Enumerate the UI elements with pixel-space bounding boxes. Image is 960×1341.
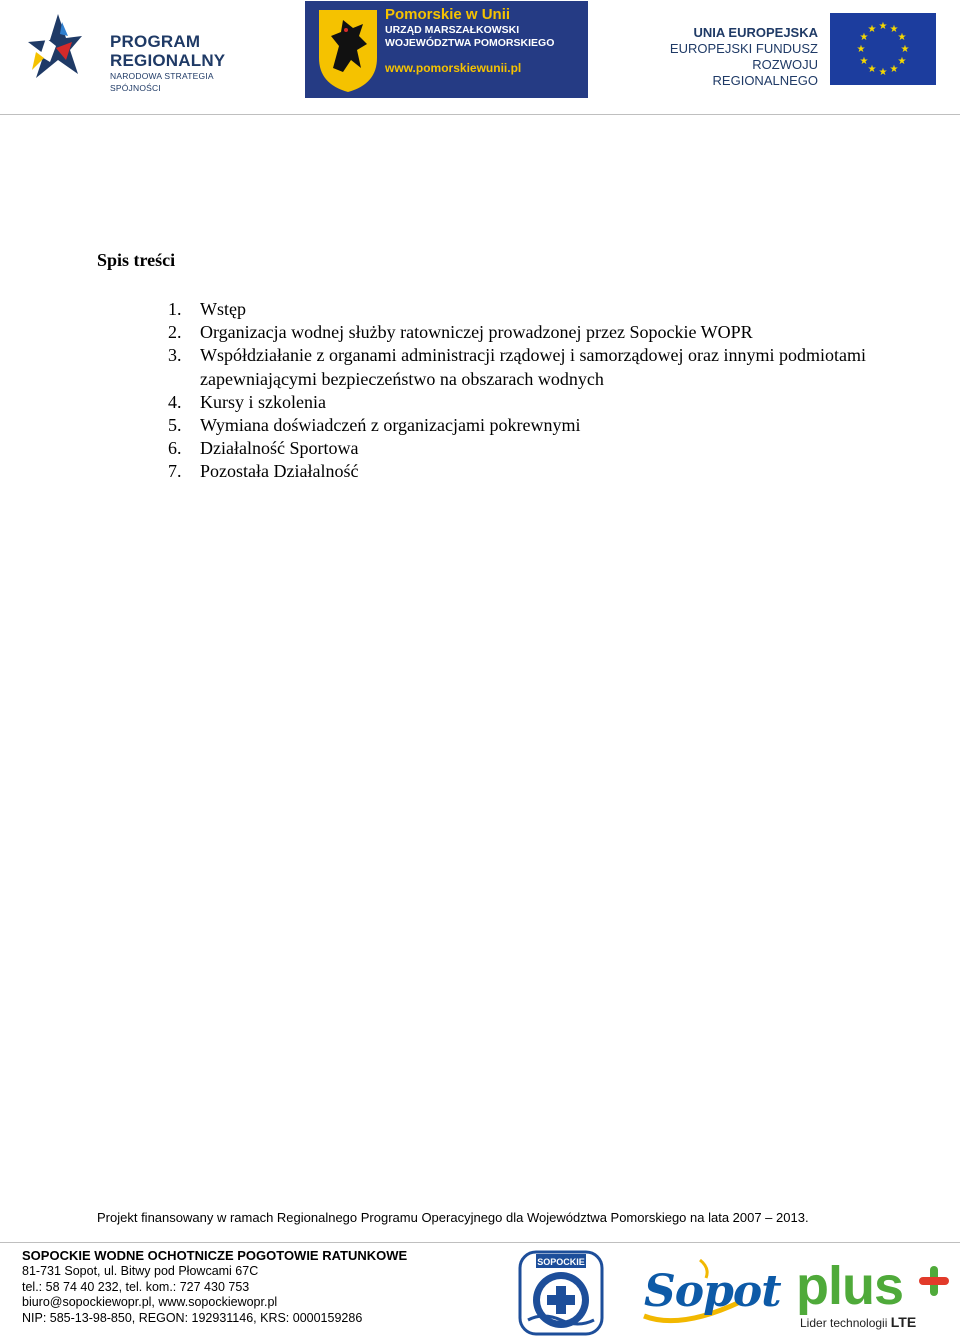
svg-text:★: ★ [859, 56, 869, 67]
plus-tagline [800, 1314, 916, 1330]
svg-text:★: ★ [897, 32, 907, 43]
svg-text:★: ★ [878, 21, 888, 32]
toc-item-text: Organizacja wodnej służby ratowniczej prowadzonej przez Sopockie WOPR [200, 322, 753, 343]
program-regionalny-line2: REGIONALNY [110, 51, 226, 70]
toc-item [168, 414, 868, 437]
plus-sign-icon [914, 1264, 954, 1298]
funding-note: Projekt finansowany w ramach Regionalnego Programu Operacyjnego dla Województwa Pomorskiego na lata 2007 – 2013. [97, 1210, 809, 1225]
pomorskie-w-unii-logo [305, 1, 588, 98]
eu-line3: ROZWOJU REGIONALNEGO [712, 57, 818, 88]
wopr-cross-icon [518, 1250, 604, 1336]
wopr-badge-logo [518, 1250, 604, 1336]
toc-item-number: 3. [168, 345, 182, 366]
plus-tagline-text: Lider technologii [800, 1316, 888, 1330]
footer-divider [0, 1242, 960, 1243]
eu-line2: EUROPEJSKI FUNDUSZ [669, 41, 818, 56]
wopr-badge-text: SOPOCKIE [537, 1257, 585, 1267]
toc-item [168, 298, 868, 321]
toc-item-number: 4. [168, 391, 182, 412]
sopot-wordmark: Sopot [644, 1266, 781, 1317]
plus-wordmark: plus [796, 1256, 904, 1316]
program-regionalny-line1: PROGRAM [110, 32, 201, 51]
toc-item-text: Wstęp [200, 299, 246, 319]
svg-text:★: ★ [867, 64, 877, 75]
toc-item [168, 344, 868, 390]
toc-item-number: 7. [168, 461, 182, 482]
address: 81-731 Sopot, ul. Bitwy pod Płowcami 67C [22, 1263, 259, 1278]
toc-item-number: 2. [168, 322, 182, 343]
toc-item [168, 437, 868, 460]
toc-item-text: Pozostała Działalność [200, 461, 359, 482]
svg-text:★: ★ [856, 44, 866, 55]
griffin-crest-icon [313, 6, 383, 94]
svg-text:★: ★ [867, 24, 877, 35]
svg-text:★: ★ [889, 24, 899, 35]
svg-text:★: ★ [878, 67, 888, 78]
plus-tagline-lte: LTE [890, 1314, 917, 1330]
contact-block [22, 1248, 407, 1327]
toc-item-number: 6. [168, 438, 182, 459]
header-divider [0, 114, 960, 115]
svg-text:★: ★ [900, 44, 910, 55]
phone: tel.: 58 74 40 232, tel. kom.: 727 430 753 [22, 1279, 250, 1294]
pomorskie-voivodeship: WOJEWÓDZTWA POMORSKIEGO [385, 37, 555, 49]
eu-flag-icon [830, 13, 936, 85]
eu-fund-label [648, 24, 818, 89]
toc-item-text: Wymiana doświadczeń z organizacjami pokrewnymi [200, 415, 581, 436]
pomorskie-title: Pomorskie w Unii [385, 6, 511, 23]
svg-text:★: ★ [897, 56, 907, 67]
organization-name: SOPOCKIE WODNE OCHOTNICZE POGOTOWIE RATUNKOWE [22, 1248, 408, 1263]
svg-text:★: ★ [859, 32, 869, 43]
program-regionalny-star-icon [22, 12, 88, 84]
page-header [0, 0, 960, 114]
plus-lte-logo [796, 1256, 956, 1335]
toc-item [168, 460, 868, 483]
toc-item-text: Współdziałanie z organami administracji rządowej i samorządowej oraz innymi podmiotami zapewniającymi bezpieczeństwo na obszarach wodnych [200, 345, 866, 389]
program-regionalny-logo [22, 12, 252, 93]
toc-item-text: Działalność Sportowa [200, 438, 359, 459]
toc-title: Spis treści [97, 250, 176, 270]
registry-ids: NIP: 585-13-98-850, REGON: 192931146, KRS: 0000159286 [22, 1311, 363, 1326]
toc-item [168, 321, 868, 344]
program-regionalny-subtitle: NARODOWA STRATEGIA SPÓJNOŚCI [110, 71, 214, 93]
svg-text:★: ★ [889, 64, 899, 75]
eu-line1: UNIA EUROPEJSKA [693, 25, 818, 40]
toc-item-text: Kursy i szkolenia [200, 391, 326, 412]
pomorskie-website: www.pomorskiewunii.pl [385, 61, 522, 75]
toc-list [168, 298, 868, 484]
pomorskie-office: URZĄD MARSZAŁKOWSKI [385, 24, 520, 36]
toc-item-number: 5. [168, 415, 182, 436]
sopot-city-logo [640, 1256, 781, 1330]
toc-item [168, 391, 868, 414]
email-website: biuro@sopockiewopr.pl, www.sopockiewopr.pl [22, 1295, 278, 1310]
toc-item-number: 1. [168, 299, 182, 319]
